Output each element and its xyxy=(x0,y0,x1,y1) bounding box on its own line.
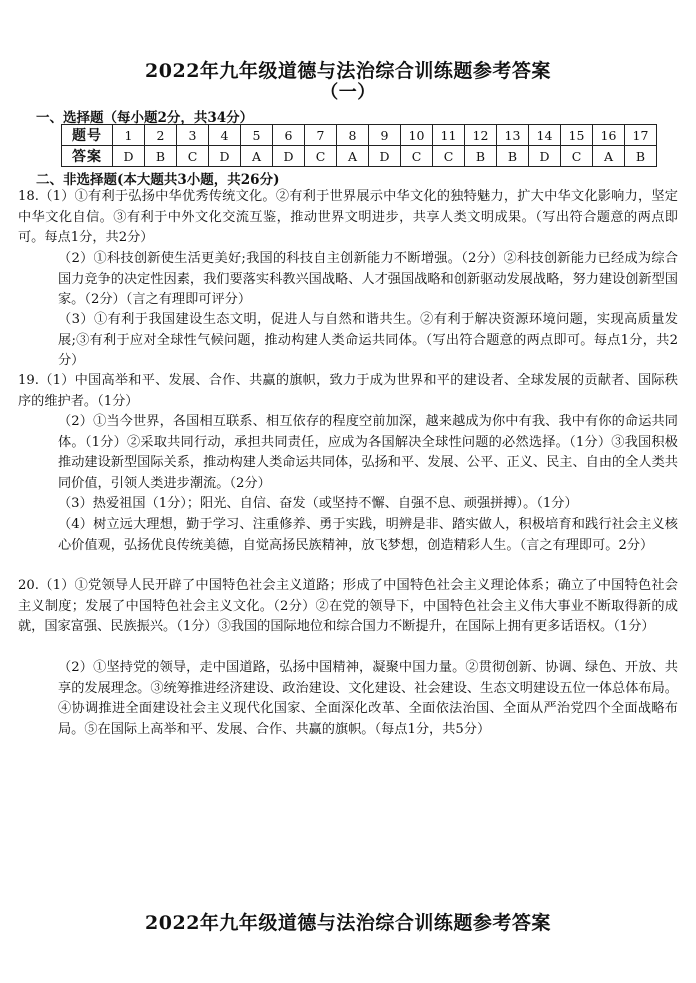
question-number-cell: 14 xyxy=(529,125,561,146)
answer-cell: D xyxy=(273,146,305,167)
page-title: 2022年九年级道德与法治综合训练题参考答案 xyxy=(145,60,551,82)
q18-part2: （2）①科技创新使生活更美好;我国的科技自主创新能力不断增强。（2分）②科技创新能力已经成为综合国力竞争的决定性因素，我们要落实科教兴国战略、人才强国战略和创新驱动发展战略，努力建设创新型国家。（2分）（言之有理即可评分） xyxy=(58,251,678,307)
answer-cell: A xyxy=(337,146,369,167)
table-row-numbers xyxy=(62,125,657,146)
q19-part4: （4）树立远大理想，勤于学习、注重修养、勇于实践，明辨是非、踏实做人，积极培育和践行社会主义核心价值观，弘扬优良传统美德，自觉高扬民族精神，放飞梦想，创造精彩人生。（言之有理即可。2分） xyxy=(58,517,678,553)
q18-part1: 18.（1）①有利于弘扬中华优秀传统文化。②有利于世界展示中华文化的独特魅力，扩大中华文化影响力，坚定中华文化自信。③有利于中外文化交流互鉴，推动世界文明进步，共享人类文明成果。（写出符合题意的两点即可。每点1分，共2分） xyxy=(18,189,678,245)
answer-cell: A xyxy=(593,146,625,167)
row-label-answers: 答案 xyxy=(62,146,113,167)
section-heading-choice: 一、选择题（每小题2分，共34分） xyxy=(36,110,254,126)
q20-part2: （2）①坚持党的领导，走中国道路，弘扬中国精神，凝聚中国力量。②贯彻创新、协调、绿色、开放、共享的发展理念。③统筹推进经济建设、政治建设、文化建设、社会建设、生态文明建设五位一体总体布局。④协调推进全面建设社会主义现代化国家、全面深化改革、全面依法治国、全面从严治党四个全面战略布局。⑤在国际上高举和平、发展、合作、共赢的旗帜。（每点1分，共5分） xyxy=(58,660,678,737)
question-number-cell: 4 xyxy=(209,125,241,146)
table-row-answers xyxy=(62,146,657,167)
answer-cell: A xyxy=(241,146,273,167)
q20-part1: 20.（1）①党领导人民开辟了中国特色社会主义道路；形成了中国特色社会主义理论体系；确立了中国特色社会主义制度；发展了中国特色社会主义文化。（2分）②在党的领导下，中国特色社会主义伟大事业不断取得新的成就，国家富强、民族振兴。（1分）③我国的国际地位和综合国力不断提升，在国际上拥有更多话语权。（1分） xyxy=(18,578,678,634)
question-number-cell: 10 xyxy=(401,125,433,146)
question-number-cell: 5 xyxy=(241,125,273,146)
answer-cell: D xyxy=(113,146,145,167)
page-subtitle: （一） xyxy=(320,82,376,103)
question-number-cell: 16 xyxy=(593,125,625,146)
question-number-cell: 3 xyxy=(177,125,209,146)
question-number-cell: 6 xyxy=(273,125,305,146)
answer-cell: C xyxy=(401,146,433,167)
answer-cell: B xyxy=(465,146,497,167)
q19-part1: 19.（1）中国高举和平、发展、合作、共赢的旗帜，致力于成为世界和平的建设者、全球发展的贡献者、国际秩序的维护者。（1分） xyxy=(18,373,678,409)
question-number-cell: 11 xyxy=(433,125,465,146)
question-number-cell: 7 xyxy=(305,125,337,146)
answer-cell: C xyxy=(561,146,593,167)
answer-cell: D xyxy=(529,146,561,167)
question-number-cell: 12 xyxy=(465,125,497,146)
row-label-numbers: 题号 xyxy=(62,125,113,146)
answer-cell: D xyxy=(209,146,241,167)
answer-cell: B xyxy=(625,146,657,167)
question-number-cell: 15 xyxy=(561,125,593,146)
question-number-cell: 1 xyxy=(113,125,145,146)
q18-part3: （3）①有利于我国建设生态文明，促进人与自然和谐共生。②有利于解决资源环境问题，实现高质量发展;③有利于应对全球性气候问题，推动构建人类命运共同体。（写出符合题意的两点即可。每点1分，共2分） xyxy=(58,312,678,368)
answer-cell: B xyxy=(497,146,529,167)
answer-cell: C xyxy=(177,146,209,167)
answer-table xyxy=(61,124,657,167)
q19-part3: （3）热爱祖国（1分）；阳光、自信、奋发（或坚持不懈、自强不息、顽强拼搏）。（1分） xyxy=(58,496,578,511)
question-number-cell: 13 xyxy=(497,125,529,146)
question-number-cell: 8 xyxy=(337,125,369,146)
question-number-cell: 9 xyxy=(369,125,401,146)
answer-cell: D xyxy=(369,146,401,167)
answer-cell: C xyxy=(305,146,337,167)
footer-title: 2022年九年级道德与法治综合训练题参考答案 xyxy=(145,912,551,934)
question-number-cell: 17 xyxy=(625,125,657,146)
answer-cell: C xyxy=(433,146,465,167)
section-heading-nonchoice: 二、非选择题(本大题共3小题，共26分) xyxy=(36,172,280,188)
question-number-cell: 2 xyxy=(145,125,177,146)
q19-part2: （2）①当今世界，各国相互联系、相互依存的程度空前加深，越来越成为你中有我、我中有你的命运共同体。（1分）②采取共同行动，承担共同责任，应成为各国解决全球性问题的必然选择。（1分）③我国积极推动建设新型国际关系，推动构建人类命运共同体，弘扬和平、发展、公平、正义、民主、自由的全人类共同价值，引领人类进步潮流。（2分） xyxy=(58,414,678,491)
answer-cell: B xyxy=(145,146,177,167)
